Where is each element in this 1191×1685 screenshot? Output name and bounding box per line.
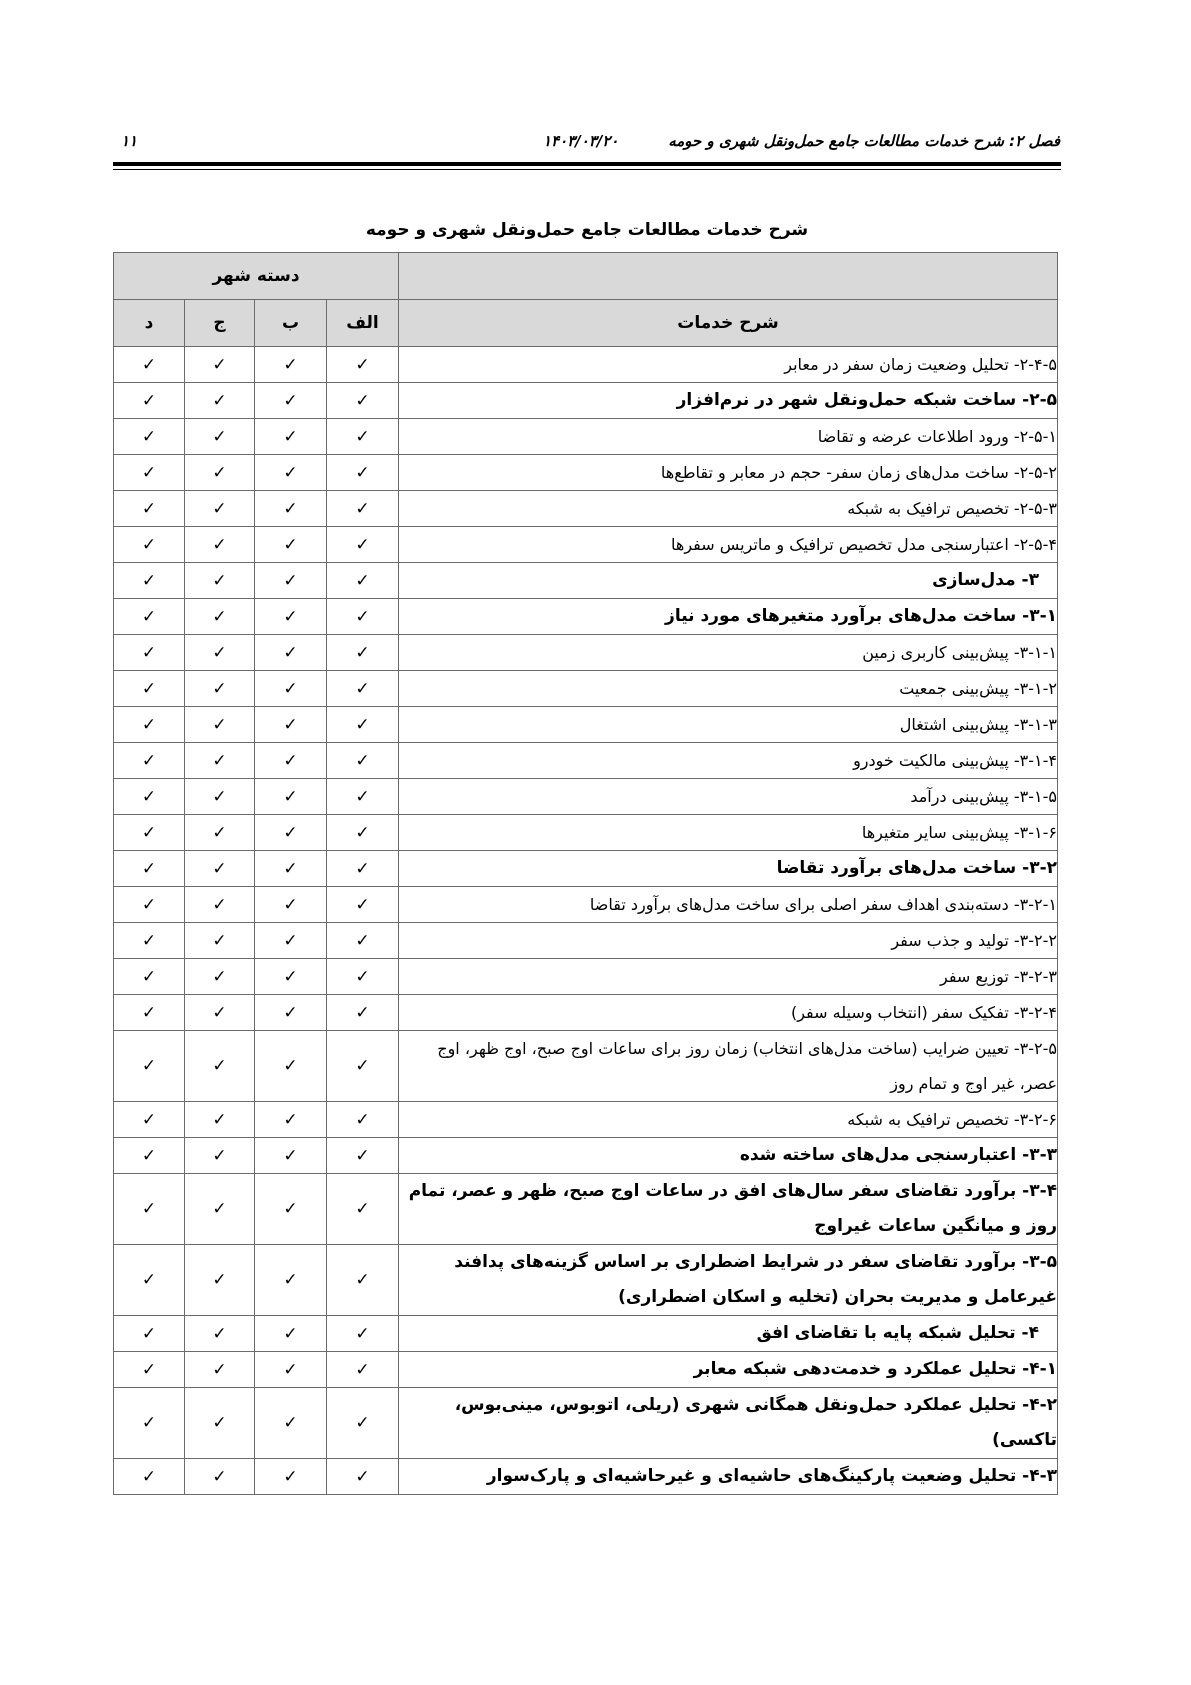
- check-mark-icon: ✓: [327, 1102, 399, 1138]
- service-description: ۴- تحلیل شبکه پایه با تقاضای افق: [399, 1316, 1058, 1352]
- check-mark-icon: ✓: [327, 707, 399, 743]
- service-description: ۳-۲-۵- تعیین ضرایب (ساخت مدل‌های انتخاب) زمان روز برای ساعات اوج صبح، اوج ظهر، اوج عصر، غیر اوج و تمام روز: [399, 1031, 1058, 1102]
- check-mark-icon: ✓: [255, 959, 327, 995]
- check-mark-icon: ✓: [114, 707, 185, 743]
- table-row: [114, 959, 1058, 995]
- service-description: ۳-۱-۵- پیش‌بینی درآمد: [399, 779, 1058, 815]
- table-row: [114, 1031, 1058, 1102]
- check-mark-icon: ✓: [185, 419, 255, 455]
- table-row: [114, 1245, 1058, 1316]
- category-jim-header: ج: [185, 300, 255, 347]
- check-mark-icon: ✓: [114, 1174, 185, 1245]
- check-mark-icon: ✓: [185, 1138, 255, 1174]
- category-alef-header: الف: [327, 300, 399, 347]
- service-description: ۴-۱- تحلیل عملکرد و خدمت‌دهی شبکه معابر: [399, 1352, 1058, 1388]
- check-mark-icon: ✓: [327, 347, 399, 383]
- check-mark-icon: ✓: [185, 671, 255, 707]
- check-mark-icon: ✓: [255, 1316, 327, 1352]
- check-mark-icon: ✓: [114, 887, 185, 923]
- check-mark-icon: ✓: [327, 383, 399, 419]
- check-mark-icon: ✓: [185, 851, 255, 887]
- check-mark-icon: ✓: [255, 707, 327, 743]
- table-row: [114, 1102, 1058, 1138]
- check-mark-icon: ✓: [327, 995, 399, 1031]
- check-mark-icon: ✓: [255, 887, 327, 923]
- check-mark-icon: ✓: [185, 1352, 255, 1388]
- check-mark-icon: ✓: [114, 347, 185, 383]
- check-mark-icon: ✓: [255, 635, 327, 671]
- city-category-header: دسته شهر: [114, 253, 399, 300]
- table-row: [114, 995, 1058, 1031]
- check-mark-icon: ✓: [114, 1316, 185, 1352]
- check-mark-icon: ✓: [327, 1459, 399, 1495]
- header-blank-cell: [399, 253, 1058, 300]
- services-description-header: شرح خدمات: [399, 300, 1058, 347]
- chapter-title: فصل ۲: شرح خدمات مطالعات جامع حمل‌ونقل شهری و حومه: [668, 132, 1060, 150]
- service-description: ۳-۱-۱- پیش‌بینی کاربری زمین: [399, 635, 1058, 671]
- table-row: [114, 563, 1058, 599]
- table-row: [114, 923, 1058, 959]
- table-row: [114, 455, 1058, 491]
- table-row: [114, 383, 1058, 419]
- check-mark-icon: ✓: [185, 491, 255, 527]
- check-mark-icon: ✓: [255, 347, 327, 383]
- table-row: [114, 1352, 1058, 1388]
- check-mark-icon: ✓: [327, 815, 399, 851]
- check-mark-icon: ✓: [255, 527, 327, 563]
- check-mark-icon: ✓: [185, 887, 255, 923]
- check-mark-icon: ✓: [114, 635, 185, 671]
- check-mark-icon: ✓: [327, 1031, 399, 1102]
- service-description: ۳-۱-۲- پیش‌بینی جمعیت: [399, 671, 1058, 707]
- table-row: [114, 851, 1058, 887]
- check-mark-icon: ✓: [327, 635, 399, 671]
- table-row: [114, 635, 1058, 671]
- check-mark-icon: ✓: [185, 743, 255, 779]
- check-mark-icon: ✓: [185, 599, 255, 635]
- check-mark-icon: ✓: [114, 1031, 185, 1102]
- check-mark-icon: ✓: [327, 1174, 399, 1245]
- check-mark-icon: ✓: [255, 599, 327, 635]
- check-mark-icon: ✓: [255, 1102, 327, 1138]
- check-mark-icon: ✓: [255, 1352, 327, 1388]
- check-mark-icon: ✓: [114, 815, 185, 851]
- table-row: [114, 887, 1058, 923]
- check-mark-icon: ✓: [327, 959, 399, 995]
- check-mark-icon: ✓: [327, 1352, 399, 1388]
- check-mark-icon: ✓: [185, 383, 255, 419]
- check-mark-icon: ✓: [327, 887, 399, 923]
- service-description: ۳-۱-۳- پیش‌بینی اشتغال: [399, 707, 1058, 743]
- check-mark-icon: ✓: [255, 455, 327, 491]
- service-description: ۲-۵- ساخت شبکه حمل‌ونقل شهر در نرم‌افزار: [399, 383, 1058, 419]
- table-row: [114, 347, 1058, 383]
- service-description: ۳-۱- ساخت مدل‌های برآورد متغیرهای مورد نیاز: [399, 599, 1058, 635]
- check-mark-icon: ✓: [114, 959, 185, 995]
- page-number: ۱۱: [121, 132, 138, 150]
- check-mark-icon: ✓: [327, 563, 399, 599]
- check-mark-icon: ✓: [185, 923, 255, 959]
- service-description: ۳-۱-۶- پیش‌بینی سایر متغیرها: [399, 815, 1058, 851]
- check-mark-icon: ✓: [255, 1245, 327, 1316]
- check-mark-icon: ✓: [327, 1316, 399, 1352]
- header-rule-thin: [113, 169, 1061, 170]
- table-row: [114, 1174, 1058, 1245]
- check-mark-icon: ✓: [114, 491, 185, 527]
- table-row: [114, 1388, 1058, 1459]
- check-mark-icon: ✓: [327, 743, 399, 779]
- table-row: [114, 599, 1058, 635]
- service-description: ۲-۵-۳- تخصیص ترافیک به شبکه: [399, 491, 1058, 527]
- check-mark-icon: ✓: [255, 671, 327, 707]
- check-mark-icon: ✓: [327, 1388, 399, 1459]
- check-mark-icon: ✓: [185, 1245, 255, 1316]
- check-mark-icon: ✓: [185, 1174, 255, 1245]
- table-row: [114, 527, 1058, 563]
- check-mark-icon: ✓: [185, 707, 255, 743]
- check-mark-icon: ✓: [255, 1174, 327, 1245]
- service-description: ۳-۱-۴- پیش‌بینی مالکیت خودرو: [399, 743, 1058, 779]
- check-mark-icon: ✓: [114, 779, 185, 815]
- check-mark-icon: ✓: [255, 743, 327, 779]
- service-description: ۳-۲- ساخت مدل‌های برآورد تقاضا: [399, 851, 1058, 887]
- check-mark-icon: ✓: [114, 671, 185, 707]
- check-mark-icon: ✓: [327, 923, 399, 959]
- service-description: ۳-۲-۶- تخصیص ترافیک به شبکه: [399, 1102, 1058, 1138]
- check-mark-icon: ✓: [114, 1459, 185, 1495]
- service-description: ۲-۴-۵- تحلیل وضعیت زمان سفر در معابر: [399, 347, 1058, 383]
- check-mark-icon: ✓: [327, 419, 399, 455]
- service-description: ۳- مدل‌سازی: [399, 563, 1058, 599]
- table-row: [114, 671, 1058, 707]
- check-mark-icon: ✓: [255, 995, 327, 1031]
- check-mark-icon: ✓: [185, 347, 255, 383]
- check-mark-icon: ✓: [185, 779, 255, 815]
- check-mark-icon: ✓: [255, 1388, 327, 1459]
- check-mark-icon: ✓: [185, 959, 255, 995]
- table-row: [114, 707, 1058, 743]
- service-description: ۳-۲-۲- تولید و جذب سفر: [399, 923, 1058, 959]
- check-mark-icon: ✓: [185, 635, 255, 671]
- check-mark-icon: ✓: [114, 419, 185, 455]
- check-mark-icon: ✓: [114, 1102, 185, 1138]
- page-header: [115, 132, 1060, 156]
- service-description: ۲-۵-۴- اعتبارسنجی مدل تخصیص ترافیک و ماتریس سفرها: [399, 527, 1058, 563]
- check-mark-icon: ✓: [114, 1352, 185, 1388]
- check-mark-icon: ✓: [327, 599, 399, 635]
- check-mark-icon: ✓: [185, 1388, 255, 1459]
- check-mark-icon: ✓: [255, 815, 327, 851]
- check-mark-icon: ✓: [185, 563, 255, 599]
- table-row: [114, 491, 1058, 527]
- table-row: [114, 1459, 1058, 1495]
- table-row: [114, 815, 1058, 851]
- check-mark-icon: ✓: [114, 599, 185, 635]
- service-description: ۴-۳- تحلیل وضعیت پارکینگ‌های حاشیه‌ای و غیرحاشیه‌ای و پارک‌سوار: [399, 1459, 1058, 1495]
- check-mark-icon: ✓: [327, 491, 399, 527]
- check-mark-icon: ✓: [185, 455, 255, 491]
- table-row: [114, 743, 1058, 779]
- check-mark-icon: ✓: [114, 1245, 185, 1316]
- check-mark-icon: ✓: [185, 815, 255, 851]
- check-mark-icon: ✓: [255, 563, 327, 599]
- check-mark-icon: ✓: [255, 1138, 327, 1174]
- check-mark-icon: ✓: [327, 671, 399, 707]
- check-mark-icon: ✓: [185, 1031, 255, 1102]
- table-title: شرح خدمات مطالعات جامع حمل‌ونقل شهری و حومه: [365, 220, 809, 240]
- check-mark-icon: ✓: [255, 491, 327, 527]
- check-mark-icon: ✓: [327, 779, 399, 815]
- table-row: [114, 779, 1058, 815]
- check-mark-icon: ✓: [327, 1138, 399, 1174]
- check-mark-icon: ✓: [255, 923, 327, 959]
- check-mark-icon: ✓: [255, 1459, 327, 1495]
- service-description: ۴-۲- تحلیل عملکرد حمل‌ونقل همگانی شهری (ریلی، اتوبوس، مینی‌بوس، تاکسی): [399, 1388, 1058, 1459]
- check-mark-icon: ✓: [185, 1316, 255, 1352]
- check-mark-icon: ✓: [327, 1245, 399, 1316]
- service-description: ۳-۳- اعتبارسنجی مدل‌های ساخته شده: [399, 1138, 1058, 1174]
- check-mark-icon: ✓: [185, 1459, 255, 1495]
- service-description: ۳-۲-۳- توزیع سفر: [399, 959, 1058, 995]
- table-row: [114, 1138, 1058, 1174]
- service-description: ۲-۵-۱- ورود اطلاعات عرضه و تقاضا: [399, 419, 1058, 455]
- check-mark-icon: ✓: [327, 527, 399, 563]
- check-mark-icon: ✓: [327, 851, 399, 887]
- check-mark-icon: ✓: [255, 419, 327, 455]
- check-mark-icon: ✓: [114, 995, 185, 1031]
- category-dal-header: د: [114, 300, 185, 347]
- check-mark-icon: ✓: [114, 1388, 185, 1459]
- check-mark-icon: ✓: [114, 743, 185, 779]
- check-mark-icon: ✓: [327, 455, 399, 491]
- table-row: [114, 419, 1058, 455]
- check-mark-icon: ✓: [114, 455, 185, 491]
- check-mark-icon: ✓: [114, 563, 185, 599]
- check-mark-icon: ✓: [114, 1138, 185, 1174]
- service-description: ۲-۵-۲- ساخت مدل‌های زمان سفر- حجم در معابر و تقاطع‌ها: [399, 455, 1058, 491]
- check-mark-icon: ✓: [114, 527, 185, 563]
- table-column-header-row: [114, 300, 1058, 347]
- table-row: [114, 1316, 1058, 1352]
- header-date: ۱۴۰۳/۰۳/۲۰: [543, 132, 619, 150]
- table-body: [114, 347, 1058, 1495]
- check-mark-icon: ✓: [114, 851, 185, 887]
- check-mark-icon: ✓: [255, 1031, 327, 1102]
- service-description: ۳-۴- برآورد تقاضای سفر سال‌های افق در ساعات اوج صبح، ظهر و عصر، تمام روز و میانگین ساعات غیراوج: [399, 1174, 1058, 1245]
- check-mark-icon: ✓: [114, 923, 185, 959]
- check-mark-icon: ✓: [255, 779, 327, 815]
- services-table: [113, 252, 1058, 1495]
- service-description: ۳-۵- برآورد تقاضای سفر در شرایط اضطراری بر اساس گزینه‌های پدافند غیرعامل و مدیریت بحران (تخلیه و اسکان اضطراری): [399, 1245, 1058, 1316]
- category-be-header: ب: [255, 300, 327, 347]
- check-mark-icon: ✓: [114, 383, 185, 419]
- table-group-header-row: [114, 253, 1058, 300]
- check-mark-icon: ✓: [185, 1102, 255, 1138]
- service-description: ۳-۲-۱- دسته‌بندی اهداف سفر اصلی برای ساخت مدل‌های برآورد تقاضا: [399, 887, 1058, 923]
- check-mark-icon: ✓: [255, 851, 327, 887]
- service-description: ۳-۲-۴- تفکیک سفر (انتخاب وسیله سفر): [399, 995, 1058, 1031]
- header-rule-thick: [113, 162, 1061, 166]
- check-mark-icon: ✓: [185, 995, 255, 1031]
- check-mark-icon: ✓: [255, 383, 327, 419]
- check-mark-icon: ✓: [185, 527, 255, 563]
